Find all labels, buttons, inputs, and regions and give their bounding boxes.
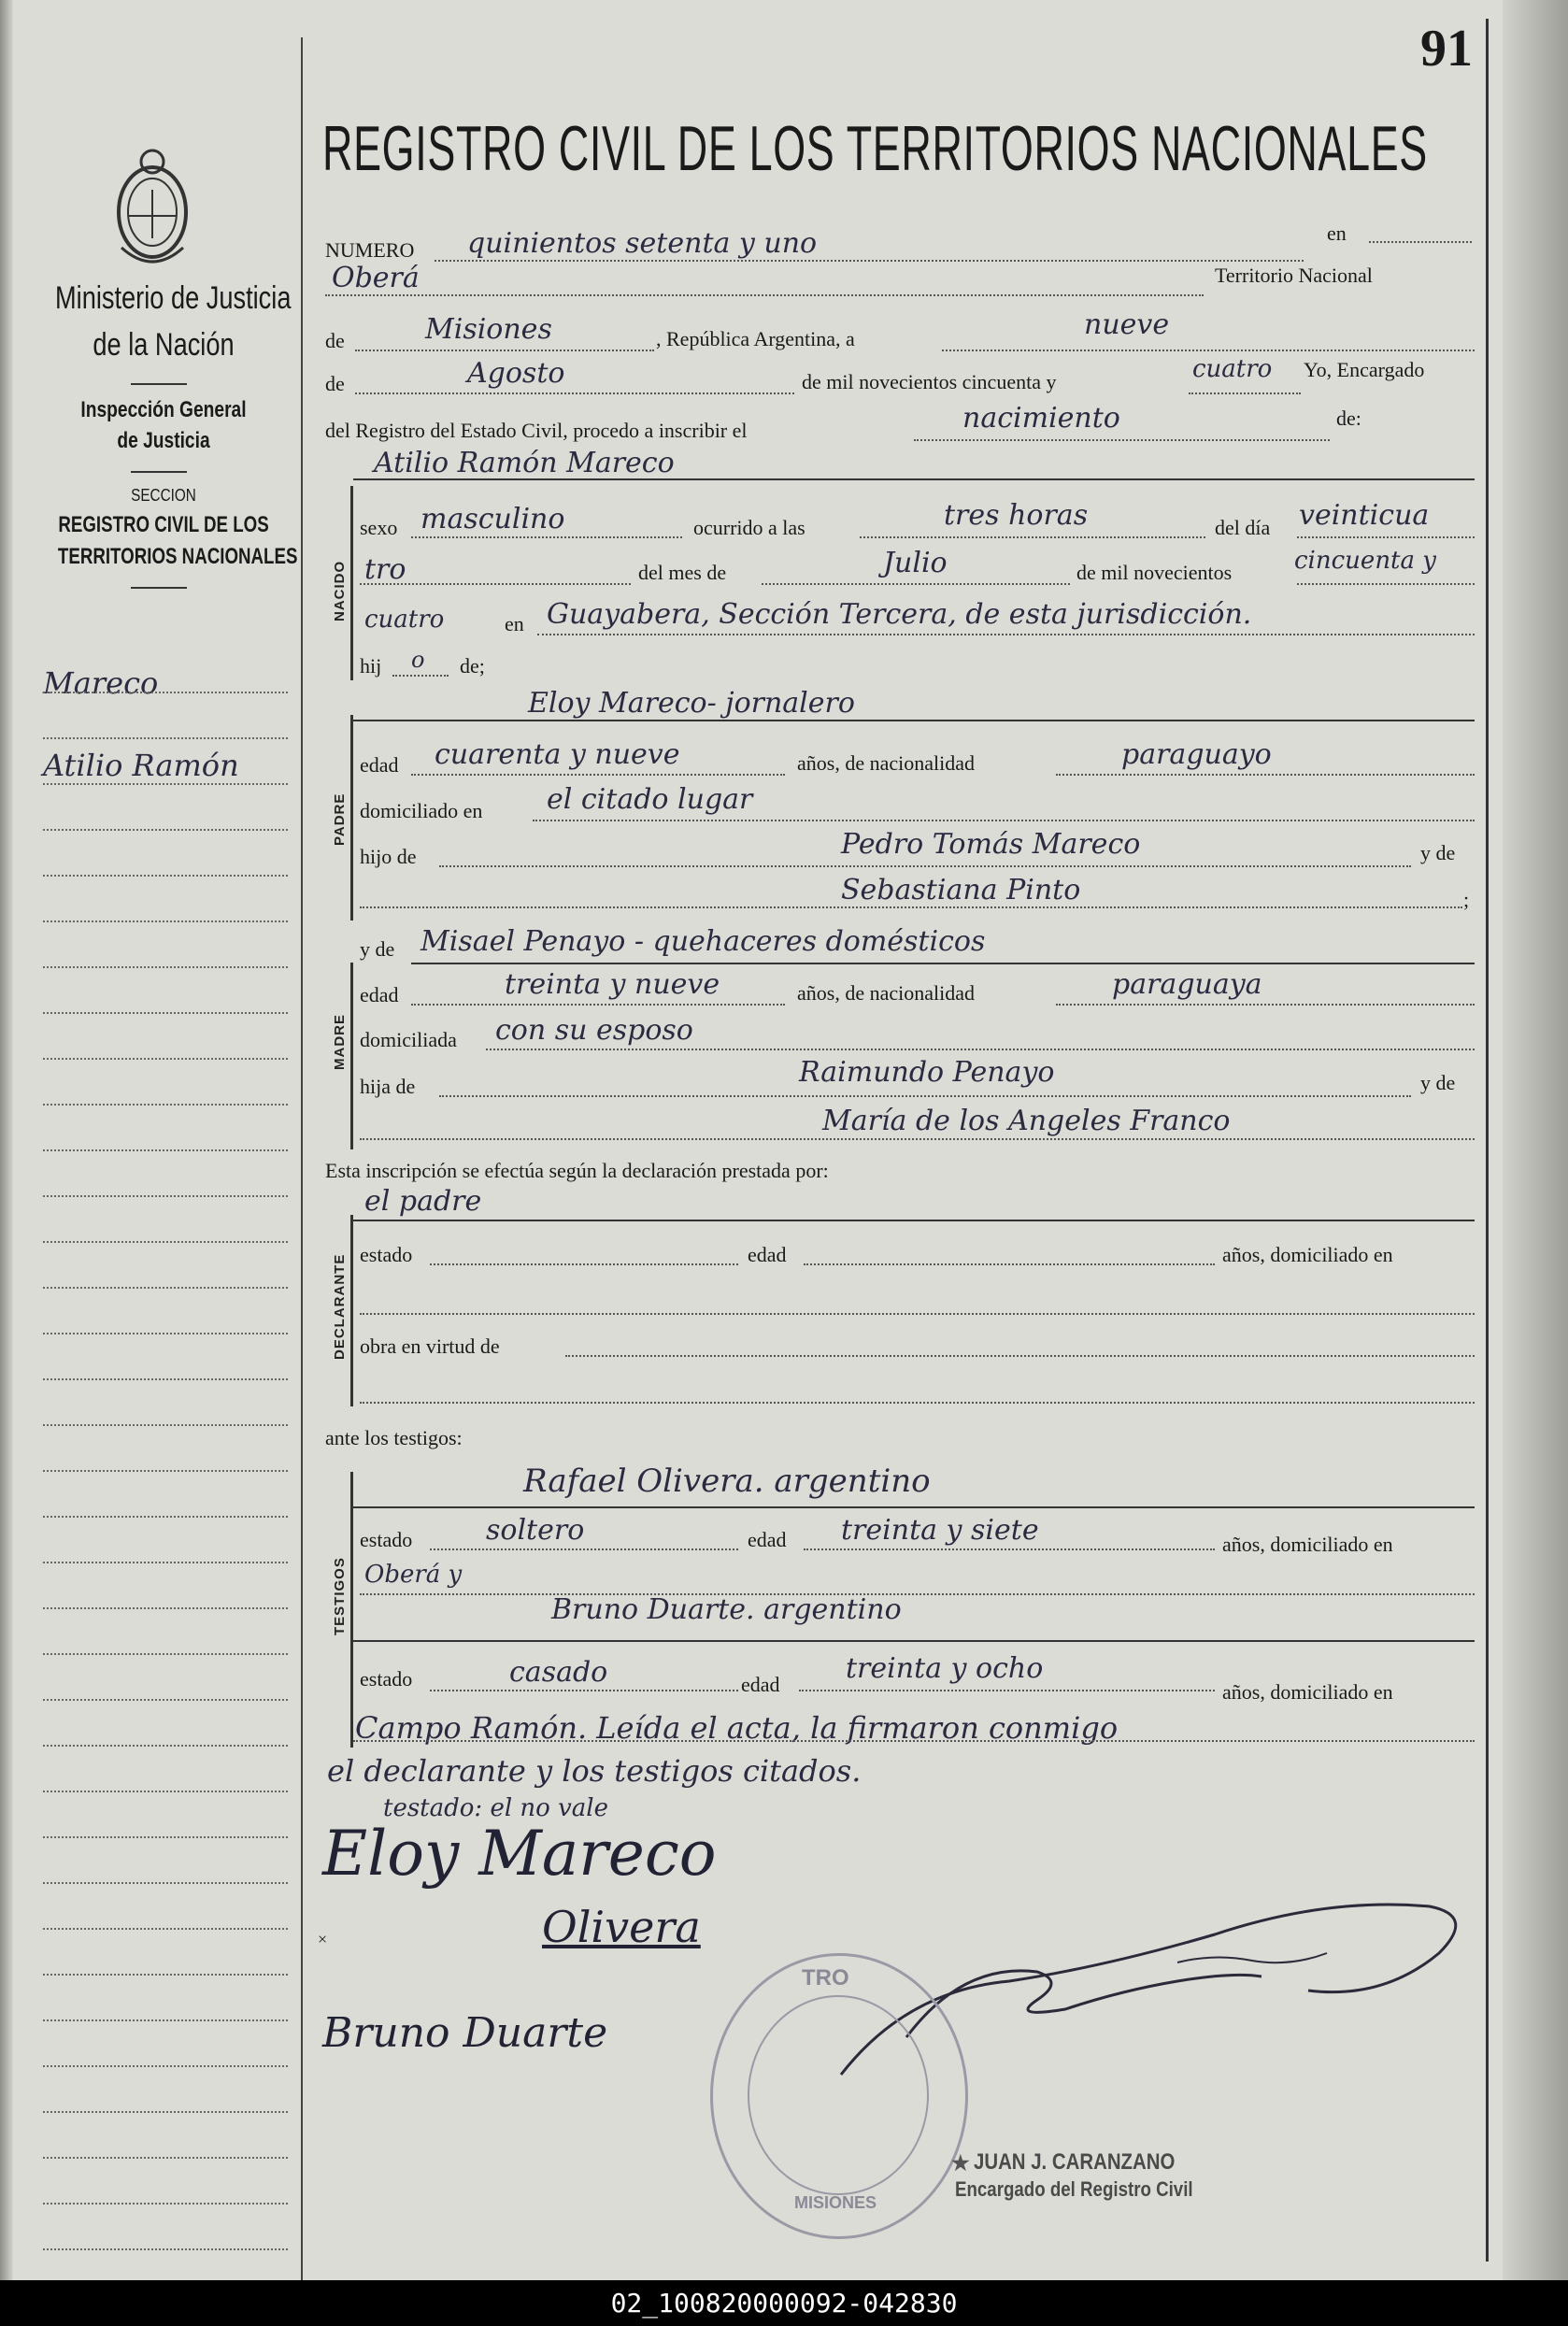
- anio-nac-value-1: cincuenta y: [1294, 547, 1436, 575]
- en-label: en: [505, 612, 524, 635]
- y-de-label: y de: [1420, 841, 1456, 864]
- testigo2-line: [353, 1640, 1475, 1642]
- de-mil-label: de mil novecientos cincuenta y: [802, 370, 1057, 393]
- declarante-dom-line: [360, 1313, 1475, 1315]
- margin-rule: [43, 2157, 288, 2159]
- inspection-line-1: Inspección General: [80, 397, 247, 422]
- mes-value: Agosto: [467, 357, 565, 390]
- sidebar-rule: [131, 383, 187, 385]
- right-rule: [1486, 19, 1489, 2262]
- edad-label: edad: [360, 983, 399, 1006]
- officer-role: Encargado del Registro Civil: [955, 2177, 1193, 2201]
- hij-line: [392, 675, 449, 677]
- officer-name: JUAN J. CARANZANO: [974, 2149, 1176, 2175]
- dia-line: [942, 350, 1475, 351]
- ministry-line-2: de la Nación: [93, 327, 235, 363]
- madre-madre-value: María de los Angeles Franco: [822, 1105, 1231, 1137]
- declarante-signature: Eloy Mareco: [322, 1818, 717, 1890]
- margin-rule: [43, 1745, 288, 1747]
- testigos-bracket: [350, 1472, 353, 1748]
- testigo1-line: [353, 1506, 1475, 1508]
- y-de-start-label: y de: [360, 937, 395, 961]
- sidebar-rule: [131, 471, 187, 473]
- testigo2-value: Bruno Duarte. argentino: [551, 1593, 902, 1626]
- testigo1-signature: Olivera: [542, 1902, 701, 1952]
- margin-rule: [43, 1470, 288, 1472]
- de-colon-label: de:: [1336, 407, 1361, 430]
- sexo-value: masculino: [421, 503, 565, 535]
- page-edge-shadow: [0, 0, 13, 2280]
- domiciliado-label: domiciliado en: [360, 799, 483, 822]
- official-stamp-inner: [748, 1995, 929, 2195]
- padre-padre-line: [439, 865, 1411, 867]
- testigo1-estado-line: [430, 1548, 738, 1550]
- hija-de-label: hija de: [360, 1075, 416, 1098]
- testigo1-estado-value: soltero: [486, 1514, 585, 1547]
- page-edge-shadow-right: [1503, 0, 1568, 2280]
- page-number: 91: [1420, 20, 1473, 78]
- testigo2-signature: Bruno Duarte: [322, 2009, 608, 2057]
- obra-line-2: [360, 1402, 1475, 1404]
- de-label: de: [325, 329, 345, 352]
- margin-rule: [43, 966, 288, 968]
- nombre-value: Atilio Ramón Mareco: [374, 447, 675, 479]
- margin-rule: [43, 1104, 288, 1106]
- testigo2-estado-value: casado: [509, 1656, 608, 1689]
- margin-rule: [43, 829, 288, 831]
- margin-rule: [43, 1562, 288, 1563]
- territorio-label: Territorio Nacional: [1215, 264, 1373, 287]
- madre-bracket: [350, 963, 353, 1149]
- testigo2-edad-value: treinta y ocho: [846, 1652, 1044, 1685]
- declarante-estado-line: [430, 1263, 738, 1265]
- padre-label: PADRE: [332, 792, 348, 846]
- testigo2-estado-line: [430, 1690, 738, 1691]
- testigo1-dom-value: Oberá y: [364, 1561, 463, 1589]
- padre-madre-value: Sebastiana Pinto: [841, 874, 1081, 906]
- numero-label: NUMERO: [325, 238, 415, 262]
- margin-rule: [43, 1882, 288, 1884]
- de-mil-nov-label: de mil novecientos: [1076, 561, 1233, 584]
- edad-label: edad: [748, 1243, 787, 1266]
- margin-rule: [43, 1287, 288, 1289]
- hora-line: [860, 536, 1205, 538]
- margin-rule: [43, 1607, 288, 1609]
- declarante-line: [353, 1220, 1475, 1221]
- yo-encargado-label: Yo, Encargado: [1304, 358, 1425, 381]
- anos-nac-label: años, de nacionalidad: [797, 981, 975, 1005]
- nacido-label: NACIDO: [332, 560, 348, 621]
- de-label: de: [325, 372, 345, 395]
- ante-label: ante los testigos:: [325, 1426, 463, 1449]
- de-semicolon-label: de;: [460, 654, 485, 678]
- del-dia-label: del día: [1215, 516, 1271, 539]
- star-icon: ★: [951, 2151, 970, 2175]
- madre-edad-line: [411, 1004, 785, 1006]
- anos-domiciliado-label: años, domiciliado en: [1222, 1243, 1393, 1266]
- margin-rule: [43, 1699, 288, 1701]
- sexo-label: sexo: [360, 516, 398, 539]
- margin-rule: [43, 2019, 288, 2021]
- en-line: [1369, 241, 1472, 243]
- y-de-label: y de: [1420, 1071, 1456, 1094]
- madre-padre-value: Raimundo Penayo: [799, 1056, 1055, 1089]
- acto-line: [914, 439, 1330, 441]
- margin-rule: [43, 1241, 288, 1243]
- margin-rule: [43, 737, 288, 739]
- declarante-bracket: [350, 1215, 353, 1406]
- lugar-value: Oberá: [332, 262, 420, 294]
- edad-label: edad: [360, 753, 399, 777]
- madre-nac-value: paraguaya: [1112, 968, 1262, 1001]
- anos-nac-label: años, de nacionalidad: [797, 751, 975, 775]
- margin-divider: [301, 37, 303, 2280]
- document-title: REGISTRO CIVIL DE LOS TERRITORIOS NACIONALES: [322, 113, 1428, 184]
- declarante-value: el padre: [364, 1185, 482, 1218]
- dia-nac-value-2: tro: [364, 553, 406, 586]
- provincia-line: [355, 350, 654, 351]
- testigo1-dom-line: [360, 1593, 1475, 1595]
- madre-label: MADRE: [332, 1014, 348, 1070]
- padre-nombre-value: Eloy Mareco- jornalero: [528, 687, 855, 720]
- semicolon: ;: [1463, 888, 1470, 911]
- inspection-line-2: de Justicia: [117, 428, 210, 453]
- ministry-line-1: Ministerio de Justicia: [55, 280, 292, 316]
- numero-line: [435, 260, 1304, 262]
- madre-dom-value: con su esposo: [495, 1014, 693, 1047]
- margin-surname: Mareco: [43, 665, 159, 701]
- padre-nac-line: [1056, 774, 1475, 776]
- anos-domiciliado-label: años, domiciliado en: [1222, 1533, 1393, 1556]
- anio-line: [1189, 392, 1301, 394]
- margin-rule: [43, 920, 288, 922]
- footer-id: 02_100820000092-042830: [0, 2280, 1568, 2326]
- madre-nombre-line: [411, 963, 1475, 964]
- margin-rule: [43, 1149, 288, 1151]
- margin-rule: [43, 2203, 288, 2205]
- padre-bracket: [350, 715, 353, 920]
- hijo-de-label: hijo de: [360, 845, 417, 868]
- margin-rule: [43, 1791, 288, 1792]
- anio-value: cuatro: [1192, 355, 1273, 383]
- margin-rule: [43, 1424, 288, 1426]
- republica-label: , República Argentina, a: [656, 327, 855, 350]
- inscripcion-label: Esta inscripción se efectúa según la declaración prestada por:: [325, 1159, 829, 1182]
- margin-names: Atilio Ramón: [43, 748, 239, 783]
- lugar-nac-line: [537, 634, 1475, 635]
- margin-rule: [43, 692, 288, 693]
- margin-rule: [43, 1974, 288, 1976]
- margin-rule: [43, 875, 288, 877]
- coat-of-arms-icon: [110, 145, 194, 266]
- lugar-nac-value: Guayabera, Sección Tercera, de esta jurisdicción.: [547, 598, 1252, 631]
- margin-rule: [43, 1836, 288, 1838]
- numero-value: quinientos setenta y uno: [467, 227, 818, 260]
- margin-rule: [43, 783, 288, 785]
- anos-domiciliado-label: años, domiciliado en: [1222, 1680, 1393, 1704]
- hora-value: tres horas: [944, 499, 1089, 532]
- sidebar-rule: [131, 587, 187, 589]
- nacido-bracket: [350, 486, 353, 680]
- stamp-top-text: TRO: [802, 1965, 849, 1991]
- margin-rule: [43, 2111, 288, 2113]
- obra-label: obra en virtud de: [360, 1334, 500, 1358]
- section-line-3: TERRITORIOS NACIONALES: [57, 544, 298, 569]
- section-line-2: REGISTRO CIVIL DE LOS: [58, 512, 269, 537]
- domiciliada-label: domiciliada: [360, 1028, 457, 1051]
- madre-nac-line: [1056, 1004, 1475, 1006]
- mes-nac-line: [762, 583, 1070, 585]
- margin-rule: [43, 1195, 288, 1197]
- closing-line-3: testado: el no vale: [383, 1794, 608, 1822]
- edad-label: edad: [748, 1528, 787, 1551]
- margin-rule: [43, 1928, 288, 1930]
- madre-edad-value: treinta y nueve: [505, 968, 720, 1001]
- madre-dom-line: [486, 1049, 1475, 1050]
- padre-madre-line: [360, 906, 1462, 908]
- madre-madre-line: [360, 1138, 1475, 1140]
- madre-padre-line: [439, 1095, 1411, 1097]
- del-mes-label: del mes de: [638, 561, 727, 584]
- ocurrido-label: ocurrido a las: [693, 516, 805, 539]
- testigos-label: TESTIGOS: [332, 1557, 348, 1635]
- testigo1-edad-line: [804, 1548, 1215, 1550]
- del-registro-label: del Registro del Estado Civil, procedo a inscribir el: [325, 419, 748, 442]
- declarante-label: DECLARANTE: [332, 1253, 348, 1360]
- margin-rule: [43, 1058, 288, 1060]
- mes-line: [355, 392, 794, 394]
- padre-nac-value: paraguayo: [1121, 738, 1272, 771]
- estado-label: estado: [360, 1243, 413, 1266]
- margin-rule: [43, 1653, 288, 1655]
- declarante-edad-line: [804, 1263, 1215, 1265]
- estado-label: estado: [360, 1667, 413, 1691]
- madre-nombre-value: Misael Penayo - quehaceres domésticos: [421, 925, 986, 958]
- lugar-line: [325, 294, 1204, 296]
- hij-suffix: o: [411, 647, 425, 673]
- anio-nac-value-2: cuatro: [364, 606, 445, 634]
- margin-rule: [43, 2248, 288, 2250]
- padre-dom-line: [533, 820, 1475, 821]
- provincia-value: Misiones: [425, 313, 552, 346]
- signature-mark: ×: [318, 1930, 328, 1948]
- closing-line: [353, 1740, 1475, 1742]
- obra-line: [565, 1355, 1475, 1357]
- margin-rule: [43, 1012, 288, 1014]
- margin-rule: [43, 2065, 288, 2067]
- dia-nac-line: [1297, 536, 1475, 538]
- edad-label: edad: [741, 1673, 780, 1696]
- testigo2-edad-line: [799, 1690, 1215, 1691]
- estado-label: estado: [360, 1528, 413, 1551]
- testigo1-value: Rafael Olivera. argentino: [523, 1463, 931, 1500]
- dia-value: nueve: [1084, 308, 1170, 341]
- mes-nac-value: Julio: [883, 547, 948, 579]
- padre-edad-value: cuarenta y nueve: [435, 738, 680, 771]
- padre-padre-value: Pedro Tomás Mareco: [841, 828, 1141, 861]
- margin-rule: [43, 1516, 288, 1518]
- margin-rule: [43, 1333, 288, 1334]
- dia-nac-value-1: veinticua: [1299, 499, 1430, 532]
- padre-dom-value: el citado lugar: [547, 783, 753, 816]
- margin-rule: [43, 1378, 288, 1380]
- section-label: SECCION: [131, 486, 196, 505]
- stamp-bottom-text: MISIONES: [794, 2193, 877, 2212]
- closing-line-2: el declarante y los testigos citados.: [327, 1753, 862, 1789]
- en-label: en: [1327, 221, 1347, 245]
- testigo1-edad-value: treinta y siete: [841, 1514, 1039, 1547]
- sexo-line: [411, 536, 682, 538]
- closing-line-1: Campo Ramón. Leída el acta, la firmaron conmigo: [355, 1710, 1119, 1746]
- acto-value: nacimiento: [962, 402, 1120, 435]
- hij-label: hij: [360, 654, 382, 678]
- padre-nombre-line: [353, 720, 1475, 721]
- padre-edad-line: [411, 774, 785, 776]
- anio-nac-line: [1297, 583, 1475, 585]
